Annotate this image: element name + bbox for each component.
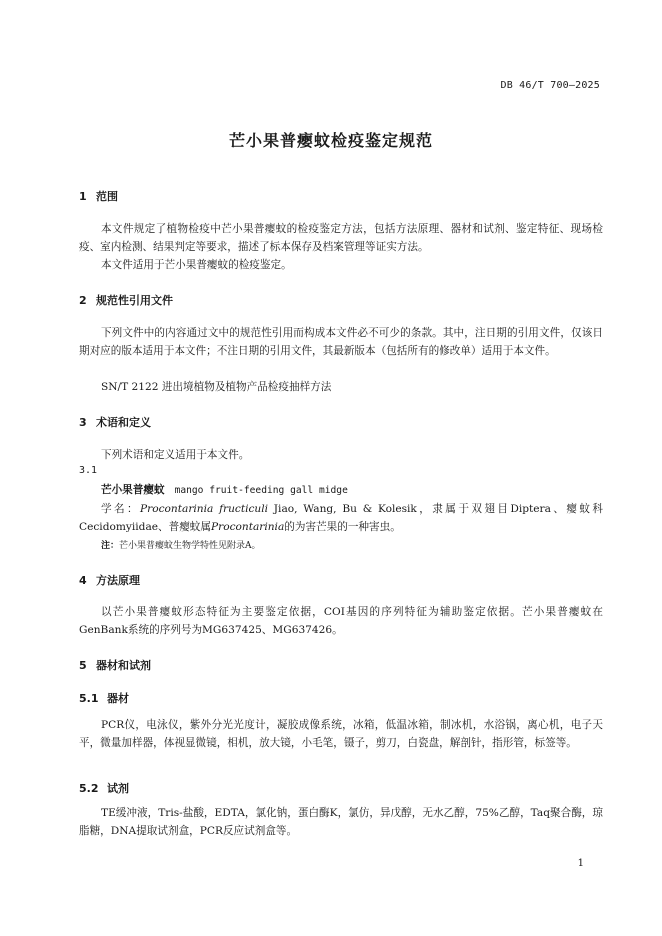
term-definition (79, 500, 603, 536)
scientific-name: Procontarinia fructiculi (140, 503, 269, 515)
paragraph: 本文件规定了植物检疫中芒小果普瘿蚊的检疫鉴定方法，包括方法原理、器材和试剂、鉴定特征、现场检疫、室内检测、结果判定等要求，描述了标本保存及档案管理等证实方法。 (79, 223, 603, 253)
document-title: 芒小果普瘿蚊检疫鉴定规范 (228, 131, 433, 150)
section-number: 4 (79, 574, 87, 587)
subsection-heading-5-2 (79, 780, 129, 796)
genus-name: Procontarinia (211, 521, 285, 533)
paragraph: 本文件适用于芒小果普瘿蚊的检疫鉴定。 (101, 259, 292, 271)
section-number: 5.1 (79, 692, 99, 705)
note-label: 注： (101, 541, 120, 551)
paragraph: TE缓冲液，Tris-盐酸，EDTA，氯化钠，蛋白酶K，氯仿，异戊醇，无水乙醇，75%乙醇，Taq聚合酶，琼脂糖，DNA提取试剂盒，PCR反应试剂盒等。 (79, 807, 603, 837)
paragraph: PCR仪，电泳仪，紫外分光光度计，凝胶成像系统，冰箱，低温冰箱，制冰机，水浴锅，离心机，电子天平，微量加样器，体视显微镜，相机，放大镜，小毛笔，镊子，剪刀，白瓷盘，解剖针，指形管，标签等。 (79, 719, 603, 749)
definition-middle: Jiao, Wang, Bu & Kolesik，隶属于双翅目Diptera、瘿蚊科Cecidomyiidae、普瘿蚊属 (79, 503, 603, 533)
section-heading-4 (79, 572, 140, 588)
normative-reference: SN/T 2122 进出境植物及植物产品检疫抽样方法 (101, 381, 332, 393)
definition-suffix: 的为害芒果的一种害虫。 (284, 521, 401, 533)
section-title: 器材 (107, 692, 129, 705)
section-number: 1 (79, 190, 87, 203)
term-english: mango fruit-feeding gall midge (174, 485, 348, 496)
definition-prefix: 学名： (101, 503, 141, 515)
term-number: 3.1 (79, 465, 98, 476)
note-text: 芒小果普瘿蚊生物学特性见附录A。 (119, 541, 261, 551)
paragraph: 下列术语和定义适用于本文件。 (101, 449, 250, 461)
section-number: 3 (79, 416, 87, 429)
section-heading-5 (79, 657, 151, 673)
term-note (101, 538, 261, 551)
section-title: 方法原理 (96, 574, 140, 587)
page-number: 1 (577, 858, 584, 869)
section-number: 5.2 (79, 782, 99, 795)
section-title: 试剂 (107, 782, 129, 795)
section-heading-1 (79, 188, 118, 204)
section-heading-2 (79, 292, 173, 308)
term-chinese: 芒小果普瘿蚊 (101, 484, 165, 496)
paragraph: 下列文件中的内容通过文中的规范性引用而构成本文件必不可少的条款。其中，注日期的引用文件，仅该日期对应的版本适用于本文件；不注日期的引用文件，其最新版本（包括所有的修改单）适用于本文件。 (79, 327, 603, 357)
section-title: 器材和试剂 (96, 659, 151, 672)
paragraph: 以芒小果普瘿蚊形态特征为主要鉴定依据，COI基因的序列特征为辅助鉴定依据。芒小果普瘿蚊在GenBank系统的序列号为MG637425、MG637426。 (79, 606, 603, 636)
section-number: 5 (79, 659, 87, 672)
section-heading-3 (79, 414, 151, 430)
standard-code: DB 46/T 700—2025 (500, 80, 600, 91)
term-entry (101, 482, 348, 497)
section-number: 2 (79, 294, 87, 307)
section-title: 范围 (96, 190, 118, 203)
section-title: 术语和定义 (96, 416, 151, 429)
subsection-heading-5-1 (79, 690, 129, 706)
section-title: 规范性引用文件 (96, 294, 173, 307)
